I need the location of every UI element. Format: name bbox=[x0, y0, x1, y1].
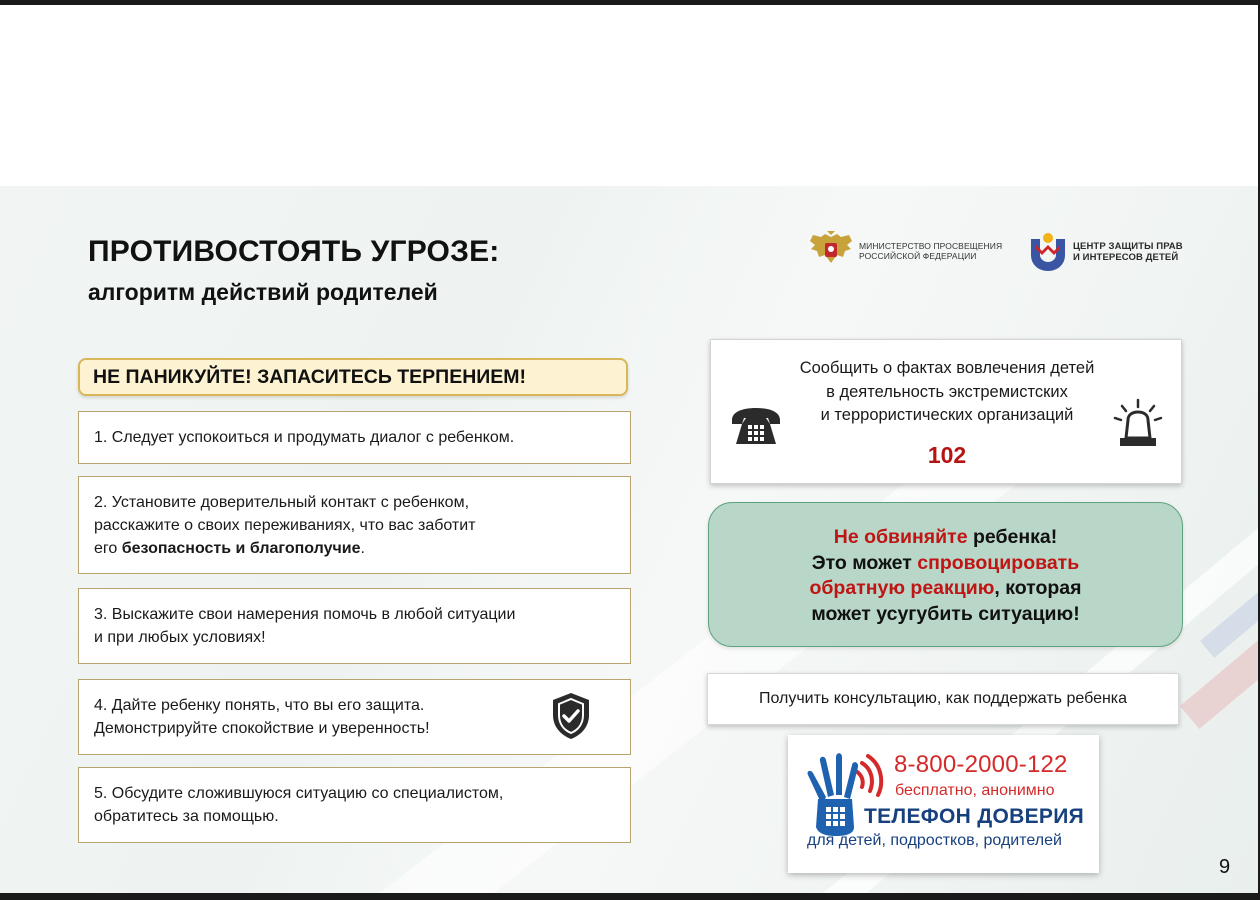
warning-l3-rest: , которая bbox=[994, 577, 1082, 599]
center-name-line2: И ИНТЕРЕСОВ ДЕТЕЙ bbox=[1073, 252, 1179, 263]
consult-box: Получить консультацию, как поддержать ребенка bbox=[707, 673, 1179, 725]
ministry-name-line2: РОССИЙСКОЙ ФЕДЕРАЦИИ bbox=[859, 251, 977, 261]
report-line2: в деятельность экстремистских bbox=[826, 382, 1068, 401]
step-5-line1: 5. Обсудите сложившуюся ситуацию со специалистом, bbox=[94, 785, 504, 802]
step-3-line2: и при любых условиях! bbox=[94, 629, 266, 646]
step-3 bbox=[78, 588, 631, 664]
slide-frame bbox=[0, 5, 1258, 893]
center-name-line1: ЦЕНТР ЗАЩИТЫ ПРАВ bbox=[1073, 240, 1183, 252]
step-5 bbox=[78, 767, 631, 843]
siren-icon bbox=[1112, 398, 1164, 450]
step-2-line3-pre: его bbox=[94, 539, 122, 557]
step-5-line2: обратитесь за помощью. bbox=[94, 808, 279, 825]
page-subtitle: алгоритм действий родителей bbox=[88, 279, 438, 305]
warning-l2-pre: Это может bbox=[811, 551, 918, 574]
report-line1: Сообщить о фактах вовлечения детей bbox=[799, 359, 1095, 377]
hotline-title: ТЕЛЕФОН ДОВЕРИЯ bbox=[864, 805, 1084, 828]
warning-l1-red: Не обвиняйте bbox=[833, 526, 968, 548]
step-2-line3-post: . bbox=[360, 539, 365, 557]
report-card bbox=[710, 339, 1182, 484]
slide bbox=[0, 186, 1258, 893]
report-number[interactable]: 102 bbox=[927, 442, 967, 468]
step-4 bbox=[78, 679, 631, 755]
step-2-line3-bold: безопасность и благополучие bbox=[121, 539, 361, 557]
page-number: 9 bbox=[1219, 856, 1231, 878]
warning-l3-red: обратную реакцию bbox=[809, 577, 995, 599]
warning-l1-rest: ребенка! bbox=[967, 526, 1058, 548]
report-line3: и террористических организаций bbox=[820, 406, 1074, 424]
hotline-number[interactable]: 8-800-2000-122 bbox=[894, 751, 1068, 778]
coat-of-arms-icon bbox=[807, 231, 855, 271]
center-logo bbox=[1028, 231, 1183, 273]
hotline-banner[interactable] bbox=[788, 735, 1099, 873]
ministry-logo bbox=[807, 231, 1002, 271]
panic-banner: НЕ ПАНИКУЙТЕ! ЗАПАСИТЕСЬ ТЕРПЕНИЕМ! bbox=[78, 358, 628, 396]
shield-check-icon bbox=[550, 691, 592, 741]
step-4-line2: Демонстрируйте спокойствие и уверенность! bbox=[94, 720, 430, 737]
warning-l2-red: спровоцировать bbox=[917, 551, 1080, 574]
hotline-free-text: бесплатно, анонимно bbox=[895, 782, 1055, 799]
hotline-subtitle: для детей, подростков, родителей bbox=[807, 832, 1062, 849]
step-2 bbox=[78, 476, 631, 574]
step-1 bbox=[78, 411, 631, 464]
warning-l4: может усугубить ситуацию! bbox=[811, 602, 1080, 625]
warning-box bbox=[708, 502, 1183, 647]
step-2-line2: расскажите о своих переживаниях, что вас заботит bbox=[94, 516, 476, 534]
ministry-name-line1: МИНИСТЕРСТВО ПРОСВЕЩЕНИЯ bbox=[859, 241, 1003, 251]
step-3-line1: 3. Выскажите свои намерения помочь в любой ситуации bbox=[94, 606, 516, 623]
step-1-text: 1. Следует успокоиться и продумать диалог с ребенком. bbox=[94, 429, 515, 446]
page-title: ПРОТИВОСТОЯТЬ УГРОЗЕ: bbox=[88, 235, 500, 268]
center-logo-icon bbox=[1028, 231, 1068, 273]
step-2-line1: 2. Установите доверительный контакт с ребенком, bbox=[94, 493, 470, 511]
step-4-line1: 4. Дайте ребенку понять, что вы его защита. bbox=[94, 697, 425, 714]
step-2-line3 bbox=[94, 537, 476, 560]
